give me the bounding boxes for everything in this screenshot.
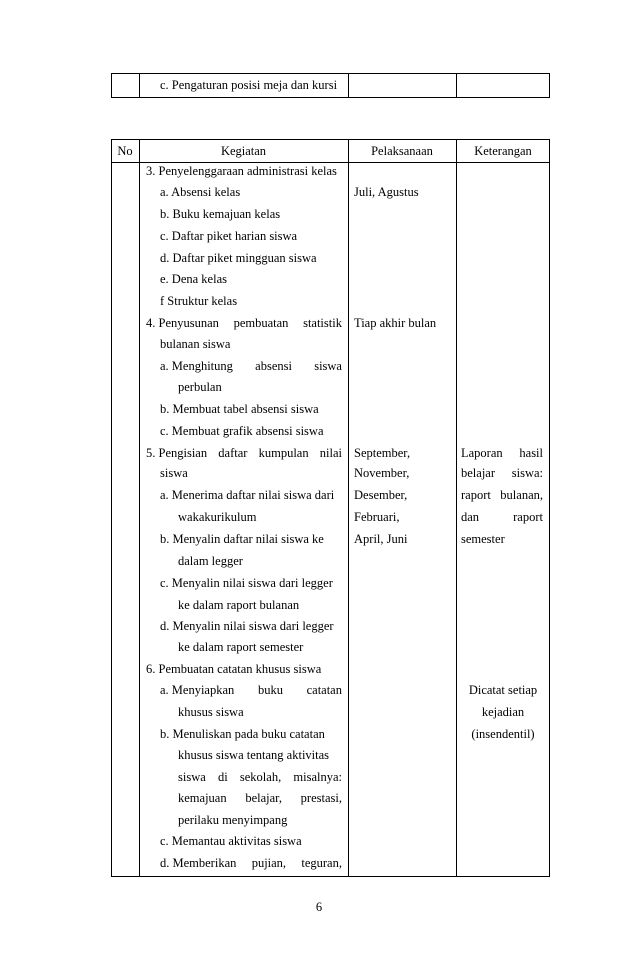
pelaksanaan-4: November, [354,466,410,480]
kegiatan-s6-title: 6. Pembuatan catatan khusus siswa [146,662,322,676]
kegiatan-s5-c-line1: c. Menyalin nilai siswa dari legger [160,576,333,590]
keterangan-line6: Dicatat setiap [468,683,538,697]
keterangan-line1: Laporan hasil [461,446,543,460]
kegiatan-s5-d-line1: d. Menyalin nilai siswa dari legger [160,619,334,633]
kegiatan-s6-b-line5: perilaku menyimpang [178,813,288,827]
pelaksanaan-1: Juli, Agustus [354,185,419,199]
keterangan-line3: raport bulanan, [461,488,543,502]
kegiatan-s3-f: f Struktur kelas [160,294,238,308]
pelaksanaan-2: Tiap akhir bulan [354,316,437,330]
keterangan-line5: semester [461,532,505,546]
kegiatan-s3-a: a. Absensi kelas [160,185,241,199]
kegiatan-s6-b-line1: b. Menuliskan pada buku catatan [160,727,325,741]
header-pelaksanaan: Pelaksanaan [371,144,433,158]
pelaksanaan-6: Februari, [354,510,400,524]
kegiatan-s5-line1: 5. Pengisian daftar kumpulan nilai [146,446,342,460]
kegiatan-s4-a-line1: a. Menghitung absensi siswa [160,359,342,373]
header-no: No [117,144,133,158]
kegiatan-s4-line1: 4. Penyusunan pembuatan statistik [146,316,342,330]
header-keterangan: Keterangan [474,144,532,158]
kegiatan-s3-b: b. Buku kemajuan kelas [160,207,281,221]
kegiatan-s6-a-line1: a. Menyiapkan buku catatan [160,683,342,697]
kegiatan-s3-title: 3. Penyelenggaraan administrasi kelas [146,164,337,178]
kegiatan-s5-b-line2: dalam legger [178,554,243,568]
top-table-item: c. Pengaturan posisi meja dan kursi [160,78,338,92]
kegiatan-s5-c-line2: ke dalam raport bulanan [178,598,300,612]
pelaksanaan-3: September, [354,446,411,460]
keterangan-line2: belajar siswa: [461,466,543,480]
pelaksanaan-7: April, Juni [354,532,408,546]
keterangan-line8: (insendentil) [471,727,535,741]
header-kegiatan: Kegiatan [220,144,267,158]
kegiatan-s4-a-line2: perbulan [178,380,222,394]
kegiatan-s4-line2: bulanan siswa [160,337,231,351]
kegiatan-s6-b-line4: kemajuan belajar, prestasi, [178,791,342,805]
keterangan-line4: dan raport [461,510,543,524]
kegiatan-s5-b-line1: b. Menyalin daftar nilai siswa ke [160,532,324,546]
kegiatan-s4-b: b. Membuat tabel absensi siswa [160,402,319,416]
kegiatan-s4-c: c. Membuat grafik absensi siswa [160,424,324,438]
keterangan-line7: kejadian [481,705,525,719]
kegiatan-s5-d-line2: ke dalam raport semester [178,640,304,654]
kegiatan-s6-b-line2: khusus siswa tentang aktivitas [178,748,330,762]
kegiatan-s3-d: d. Daftar piket mingguan siswa [160,251,317,265]
pelaksanaan-5: Desember, [354,488,408,502]
kegiatan-s6-d: d. Memberikan pujian, teguran, [160,856,342,870]
page-number: 6 [315,900,323,914]
kegiatan-s5-a-line2: wakakurikulum [178,510,257,524]
kegiatan-s5-a-line1: a. Menerima daftar nilai siswa dari [160,488,335,502]
kegiatan-s6-b-line3: siswa di sekolah, misalnya: [178,770,342,784]
main-table [111,139,550,877]
kegiatan-s3-e: e. Dena kelas [160,272,227,286]
kegiatan-s5-line2: siswa [160,466,188,480]
kegiatan-s6-a-line2: khusus siswa [178,705,244,719]
kegiatan-s3-c: c. Daftar piket harian siswa [160,229,298,243]
kegiatan-s6-c: c. Memantau aktivitas siswa [160,834,302,848]
